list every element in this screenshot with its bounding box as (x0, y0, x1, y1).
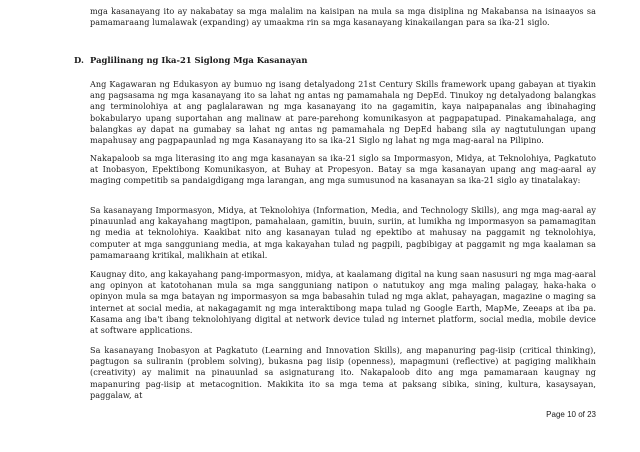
section-heading (74, 55, 307, 65)
body-paragraph-4: Kaugnay dito, ang kakayahang pang-impormasyon, midya, at kaalamang digital na kung saan nasusuri ng mga mag-aaral ang opinyon at katotohanan mula sa mga sangguniang natipon o natutukoy ang mga maling palagay, haka-haka o opinyon mula sa mga batayan ng impormasyon sa mga babasahin tulad ng mga aklat, pahayagan, magazine o maging sa internet at social media, at nakagagamit ng mga interaktibong mapa tulad ng Google Earth, MapMe, Zeeaps at iba pa. Kasama ang iba't ibang teknolohiyang digital at network device tulad ng internet platform, social media, mobile device at software applications. (90, 269, 596, 336)
intro-paragraph: mga kasanayang ito ay nakabatay sa mga malalim na kaisipan na mula sa mga disiplina ng Makabansa na isinaayos sa pamamaraang lumalawak (expanding) ay umaakma rin sa mga kasanayang kinakailangan para sa ika-21 siglo. (90, 6, 596, 28)
body-paragraph-3: Sa kasanayang Impormasyon, Midya, at Teknolohiya (Information, Media, and Technology Skills), ang mga mag-aaral ay pinauunlad ang kakayahang magtipon, pamahalaan, gamitin, buuin, suriin, at lumikha ng impormasyon sa pamamagitan ng media at teknolohiya. Kaakibat nito ang kasanayan tulad ng epektibo at mahusay na paggamit ng teknolohiya, computer at mga sangguniang media, at mga kakayahan tulad ng pagpili, pagbibigay at paggamit ng mga kaalaman sa pamamaraang kritikal, malikhain at etikal. (90, 205, 596, 260)
body-paragraph-1: Ang Kagawaran ng Edukasyon ay bumuo ng isang detalyadong 21st Century Skills framework upang gabayan at tiyakin ang pagsasama ng mga kasanayang ito sa lahat ng antas ng pamamahala ng DepEd. Tinukoy ng detalyadong balangkas ang terminolohiya at ang paglalarawan ng mga kasanayang ito na gagamitin, kaya naipapanalas ang ibinahaging bokabularyo upang suportahan ang malinaw at pare-parehong komunikasyon at pagpapatupad. Pinakamahalaga, ang balangkas ay dapat na gumabay sa lahat ng antas ng pamamahala ng DepEd habang sila ay nagtutulungan upang mapahusay ang pagpapaunlad ng mga Kasanayang ito sa ika-21 Siglo ng lahat ng mga mag-aaral na Pilipino. (90, 79, 596, 146)
section-title: Paglilinang ng Ika-21 Siglong Mga Kasanayan (90, 55, 308, 65)
body-paragraph-5: Sa kasanayang Inobasyon at Pagkatuto (Learning and Innovation Skills), ang mapanuring pag-iisip (critical thinking), pagtugon sa suliranin (problem solving), bukasna pag iisip (openness), mapagmuni (reflective) at pagiging malikhain (creativity) ay malimit na pinauunlad sa asignaturang ito. Nakapaloob dito ang mga pamamaraan kaugnay ng mapanuring pag-iisip at metacognition. Makikita ito sa mga tema at paksang sibika, sining, kultura, kasaysayan, paggalaw, at (90, 345, 596, 400)
page-number: Page 10 of 23 (546, 410, 596, 419)
body-paragraph-2: Nakapaloob sa mga literasing ito ang mga kasanayan sa ika-21 siglo sa Impormasyon, Midya, at Teknolohiya, Pagkatuto at Inobasyon, Epektibong Komunikasyon, at Buhay at Propesyon. Batay sa mga kasanayan upang ang mag-aaral ay maging competitib sa pandaigdigang mga larangan, ang mga sumusunod na kasanayan sa ika-21 siglo ay tinatalakay: (90, 153, 596, 186)
section-letter: D. (74, 55, 84, 65)
